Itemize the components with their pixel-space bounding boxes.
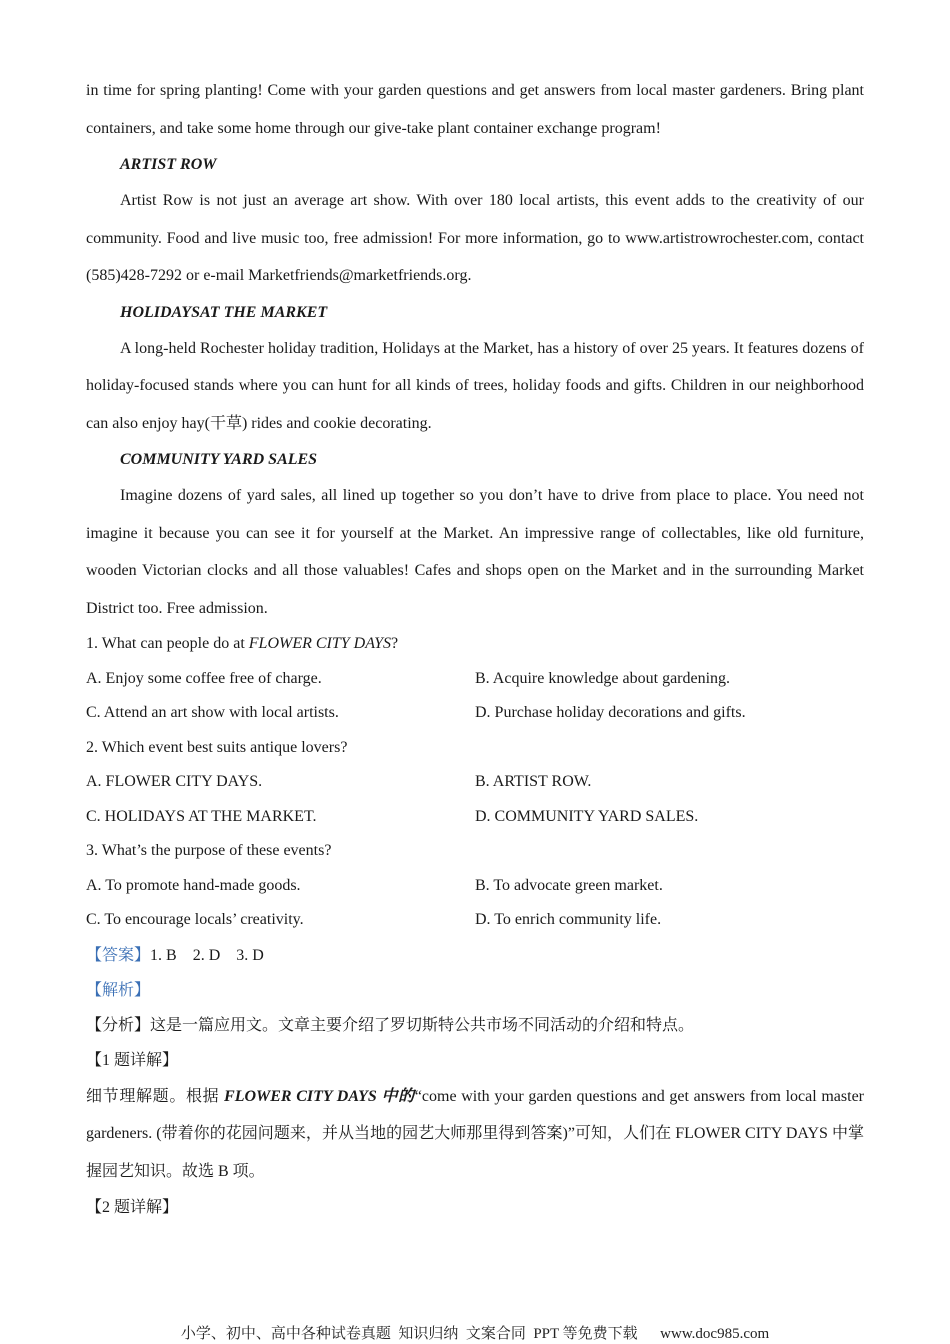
section-heading: ARTIST ROW: [120, 156, 217, 173]
section-artist-row: [86, 147, 864, 295]
q1-detail-pre: 细节理解题。根据: [86, 1087, 225, 1105]
option-d: D. To enrich community life.: [475, 911, 662, 928]
option-row: [86, 800, 864, 835]
option-c: C. HOLIDAYS AT THE MARKET.: [86, 807, 317, 825]
option-b: B. ARTIST ROW.: [475, 773, 592, 790]
section-heading: COMMUNITY YARD SALES: [120, 451, 318, 468]
analysis-label: 【解析】: [86, 981, 151, 999]
answer-label: 【答案】: [86, 946, 151, 964]
option-a: A. Enjoy some coffee free of charge.: [86, 669, 322, 687]
section-body: Imagine dozens of yard sales, all lined up together so you don’t have to drive from place to place. You need not imagine it because you can see it for yourself at the Market. An impressive range of collectables, like old furniture, wooden Victorian clocks and all those valuables! Cafes and shops open on the Market and in the surrounding Market District too. Free admission.: [86, 487, 864, 617]
section-holidays-at-the-market: [86, 295, 864, 443]
option-c: C. To encourage locals’ creativity.: [86, 911, 304, 928]
answer-text: 1. B 2. D 3. D: [150, 946, 264, 964]
option-b: B. To advocate green market.: [475, 876, 663, 894]
question-1: [86, 627, 864, 731]
option-d: D. COMMUNITY YARD SALES.: [475, 807, 699, 825]
question-2: [86, 731, 864, 835]
option-row: [86, 869, 864, 904]
option-b: B. Acquire knowledge about gardening.: [475, 669, 731, 687]
q1-detail-post: “come with your garden questions and get answers from local master gardeners. (带着你的花园问题来，并从当地的园艺大师那里得到答案)”可知，人们在 FLOWER CITY DAYS 中掌握园艺知识。故选 B 项。: [86, 1087, 864, 1180]
question-stem: 2. Which event best suits antique lovers?: [86, 738, 348, 756]
summary-label: 【分析】: [86, 1016, 151, 1034]
option-row: [86, 696, 864, 731]
summary-text: 这是一篇应用文。文章主要介绍了罗切斯特公共市场不同活动的介绍和特点。: [150, 1016, 695, 1034]
option-a: A. FLOWER CITY DAYS.: [86, 773, 263, 790]
question-text: 1. What can people do at: [86, 635, 249, 652]
option-a: A. To promote hand-made goods.: [86, 876, 301, 894]
question-3: [86, 834, 864, 938]
passage-intro-tail: in time for spring planting! Come with your garden questions and get answers from local master gardeners. Bring plant containers, and take some home through our give-take plant container exchange program!: [86, 82, 864, 137]
section-heading: HOLIDAYSAT THE MARKET: [120, 303, 328, 321]
option-row: [86, 903, 864, 938]
q1-detail-body: [86, 1078, 864, 1191]
q1-detail-label: 【1 题详解】: [86, 1051, 179, 1069]
section-community-yard-sales: [86, 442, 864, 627]
section-body: Artist Row is not just an average art show. With over 180 local artists, this event adds to the creativity of our community. Food and live music too, free admission! For more information, go to www.artistrowrochester.com, contact (585)428-7292 or e-mail Marketfriends@marketfriends.org.: [86, 192, 864, 284]
question-emphasis: FLOWER CITY DAYS: [248, 635, 392, 652]
answer-line: [86, 938, 864, 973]
q2-detail-label: 【2 题详解】: [86, 1199, 179, 1216]
analysis-summary: [86, 1008, 864, 1043]
q1-detail-emphasis: FLOWER CITY DAYS 中的: [224, 1087, 415, 1105]
page-footer: 小学、初中、高中各种试卷真题 知识归纳 文案合同 PPT 等免费下载 www.doc985.com: [180, 1326, 770, 1342]
option-d: D. Purchase holiday decorations and gifts.: [475, 704, 746, 721]
document-page: [86, 72, 864, 1225]
question-stem: [86, 627, 864, 662]
option-row: [86, 662, 864, 697]
option-row: [86, 765, 864, 800]
section-body: A long-held Rochester holiday tradition, Holidays at the Market, has a history of over 25 years. It features dozens of holiday-focused stands where you can hunt for all kinds of trees, holiday foods and gifts. Children in our neighborhood can also enjoy hay(干草) rides and cookie decorating.: [86, 339, 864, 432]
question-stem: 3. What’s the purpose of these events?: [86, 842, 332, 859]
option-c: C. Attend an art show with local artists.: [86, 704, 339, 721]
question-suffix: ?: [391, 635, 399, 652]
